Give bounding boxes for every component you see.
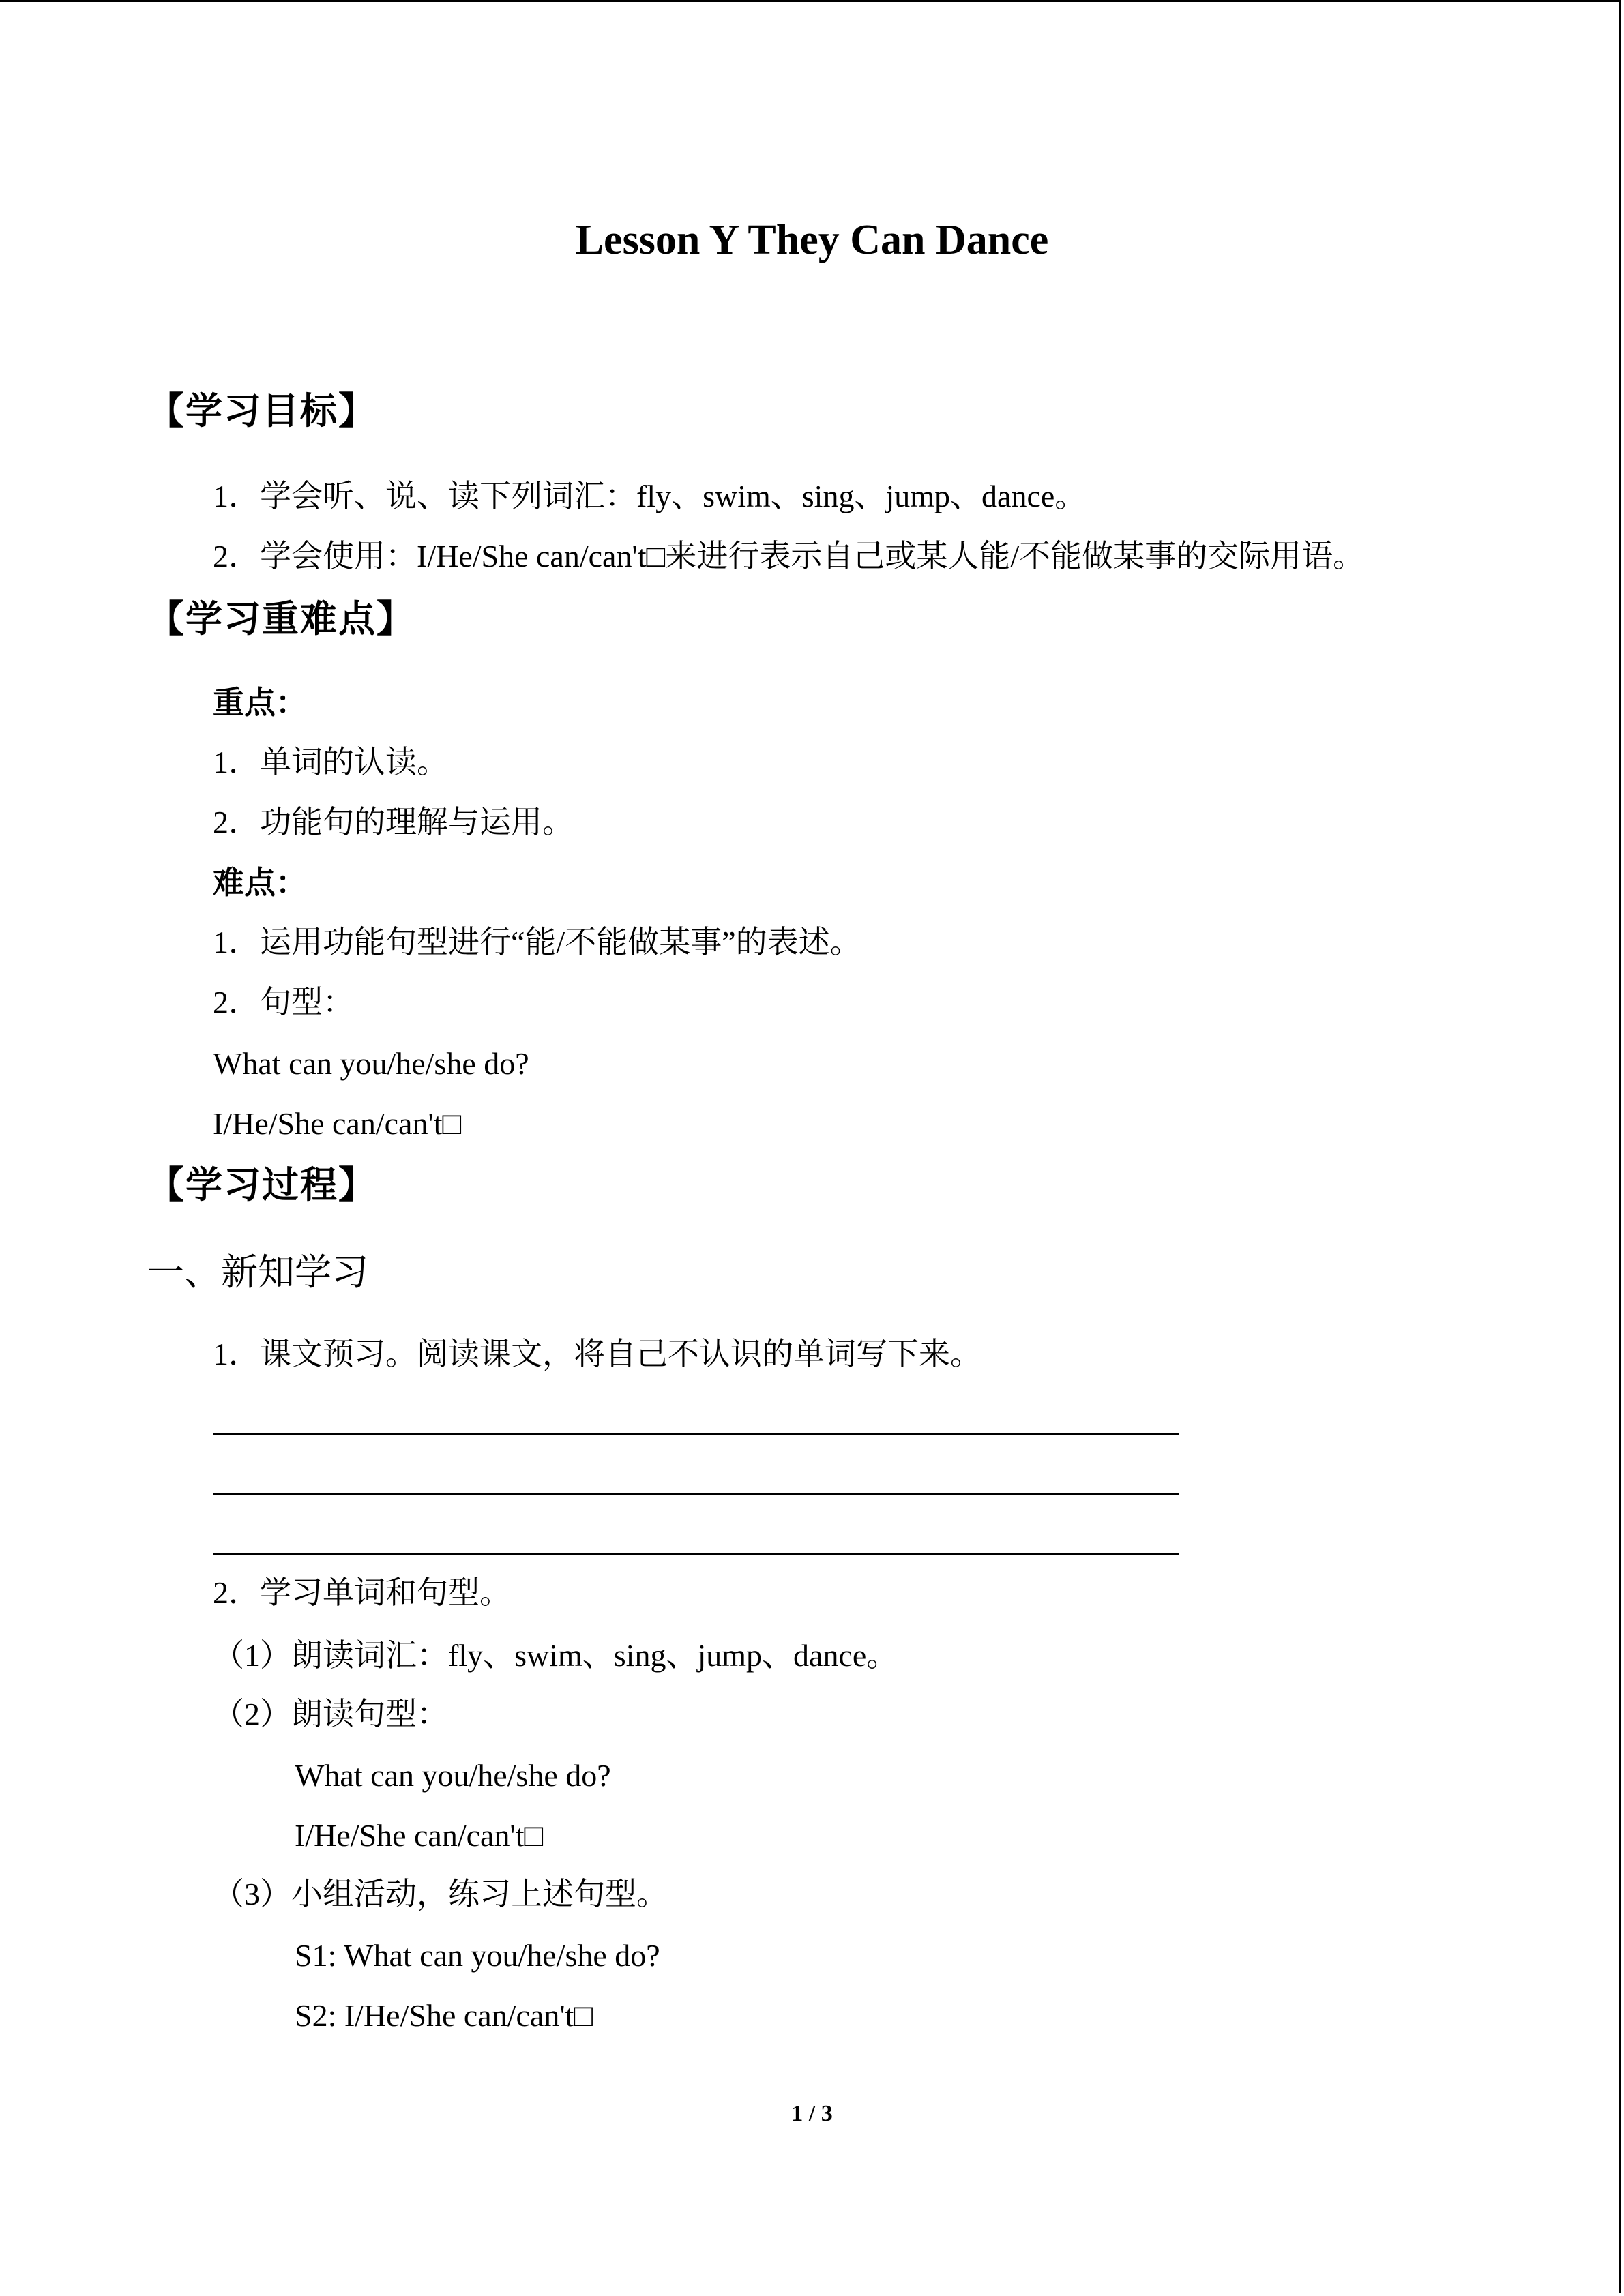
objective-item-1: 1．学会听、说、读下列词汇：fly、swim、sing、jump、dance。 <box>213 479 1087 513</box>
focus-item-2: 2．功能句的理解与运用。 <box>213 805 574 839</box>
dialogue-s1: S1: What can you/he/she do? <box>295 1938 660 1973</box>
answer-blank-line-2[interactable] <box>213 1493 1179 1495</box>
answer-blank-line-1[interactable] <box>213 1433 1179 1435</box>
sub-pattern-question: What can you/he/she do? <box>295 1758 611 1793</box>
difficulty-item-1: 1．运用功能句型进行“能/不能做某事”的表述。 <box>213 925 861 959</box>
objectives-heading: 【学习目标】 <box>147 389 377 432</box>
key-points-heading: 【学习重难点】 <box>147 597 415 640</box>
pattern-answer: I/He/She can/can't□ <box>213 1106 462 1141</box>
dialogue-s2: S2: I/He/She can/can't□ <box>295 1998 593 2033</box>
focus-label: 重点： <box>213 684 307 721</box>
objective-item-2: 2．学会使用：I/He/She can/can't□来进行表示自己或某人能/不能做某事的交际用语。 <box>213 539 1365 573</box>
sub-step-3: （3）小组活动，练习上述句型。 <box>213 1877 668 1911</box>
process-heading: 【学习过程】 <box>147 1163 377 1206</box>
focus-item-1: 1．单词的认读。 <box>213 745 448 779</box>
page-number: 1 / 3 <box>791 2101 833 2126</box>
sub-step-1: （1）朗读词汇：fly、swim、sing、jump、dance。 <box>213 1638 898 1673</box>
document-title: Lesson Y They Can Dance <box>575 217 1049 263</box>
difficulty-item-2: 2．句型： <box>213 985 354 1019</box>
sub-pattern-answer: I/He/She can/can't□ <box>295 1818 544 1853</box>
answer-blank-line-3[interactable] <box>213 1553 1179 1555</box>
difficulty-label: 难点： <box>213 864 307 901</box>
step-1: 1．课文预习。阅读课文，将自己不认识的单词写下来。 <box>213 1337 981 1371</box>
part-one-title: 一、新知学习 <box>147 1251 368 1294</box>
step-2: 2．学习单词和句型。 <box>213 1575 511 1610</box>
pattern-question: What can you/he/she do? <box>213 1046 529 1081</box>
sub-step-2: （2）朗读句型： <box>213 1697 448 1731</box>
